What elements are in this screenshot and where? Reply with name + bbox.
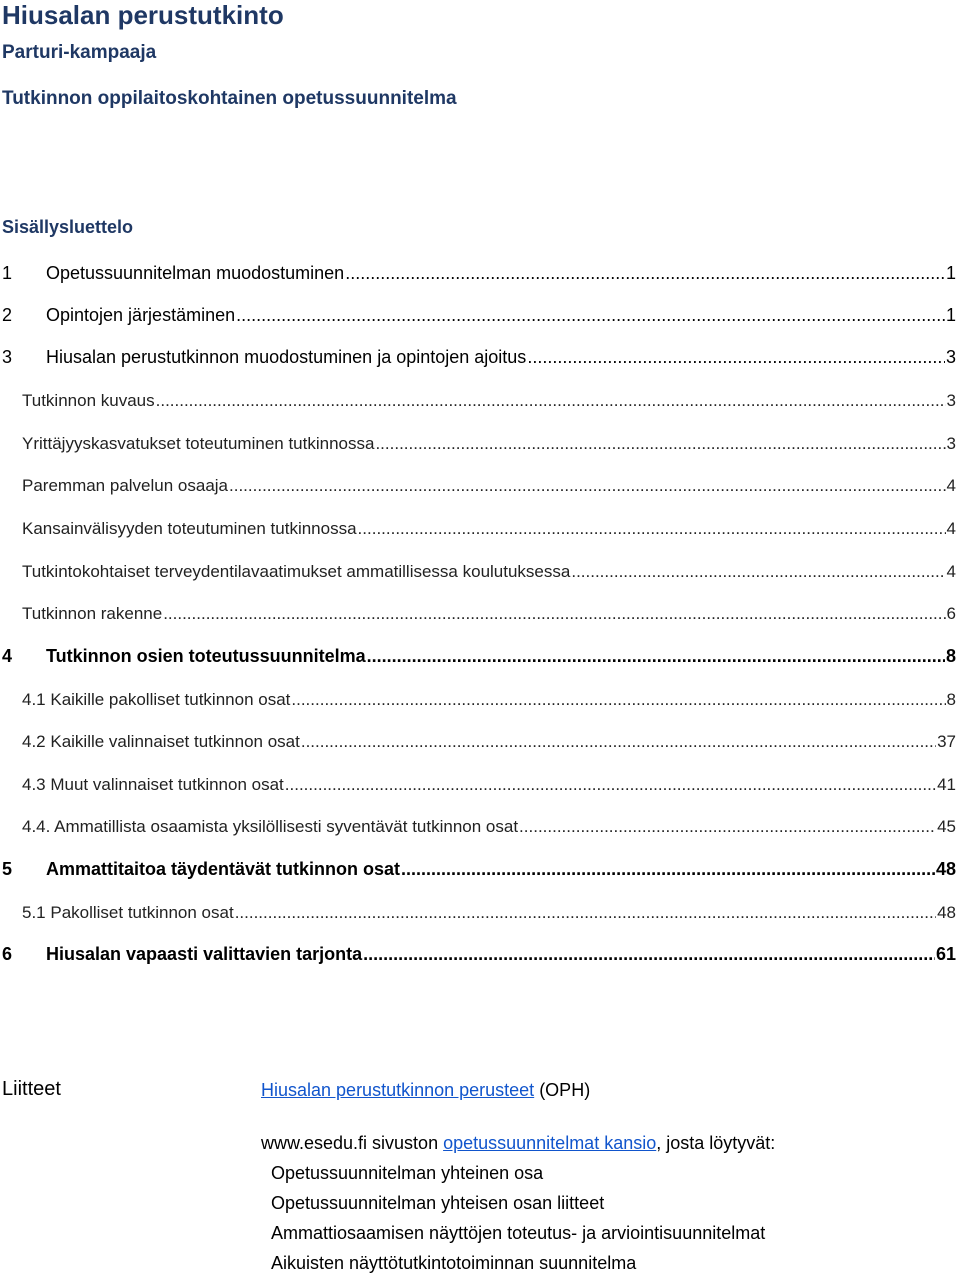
toc-entry-title: 5.1 Pakolliset tutkinnon osat [22, 903, 234, 922]
toc-entry-page: 4 [946, 562, 956, 581]
toc-entry-number: 3 [2, 347, 13, 367]
toc-entry-tutkinnon-kuvaus[interactable] [22, 385, 956, 411]
toc-entry-page: 1 [945, 305, 956, 325]
toc-entry-page: 6 [946, 604, 956, 623]
toc-entry-yrittajyyskasvatus[interactable] [22, 428, 956, 454]
toc-entry-number: 1 [2, 263, 13, 283]
toc-entry-terveydentila[interactable] [22, 556, 956, 582]
toc-entry-number: 4 [2, 646, 13, 666]
toc-entry-3[interactable] [2, 342, 956, 368]
toc-leader-dots [363, 944, 935, 965]
toc-entry-page: 4 [946, 476, 956, 495]
toc-entry-title: 4.3 Muut valinnaiset tutkinnon osat [22, 775, 284, 794]
toc-entry-title: Tutkinnon osien toteutussuunnitelma [46, 646, 366, 666]
toc-leader-dots [375, 434, 945, 454]
toc-entry-page: 4 [946, 519, 956, 538]
toc-entry-6[interactable] [2, 939, 956, 965]
toc-entry-4-3[interactable] [22, 769, 956, 795]
toc-entry-page: 45 [937, 817, 956, 836]
toc-entry-page: 3 [946, 391, 956, 410]
toc-entry-title: Kansainvälisyyden toteutuminen tutkinnossa [22, 519, 357, 538]
toc-entry-4-4[interactable] [22, 811, 956, 837]
toc-entry-number: 5 [2, 859, 13, 879]
toc-entry-title: Opetussuunnitelman muodostuminen [46, 263, 345, 283]
attachment-item: Aikuisten näyttötutkintotoiminnan suunnitelma [271, 1253, 637, 1273]
toc-entry-5[interactable] [2, 854, 956, 880]
toc-leader-dots [345, 263, 945, 284]
toc-entry-page: 3 [945, 347, 956, 367]
toc-leader-dots [163, 604, 945, 624]
toc-entry-title: Tutkinnon rakenne [22, 604, 163, 623]
toc-heading: Sisällysluettelo [2, 217, 134, 237]
attachments-perusteet-line [261, 1080, 590, 1101]
toc-entry-page: 37 [937, 732, 956, 751]
toc-entry-page: 41 [937, 775, 956, 794]
toc-entry-tutkinnon-rakenne[interactable] [22, 598, 956, 624]
toc-entry-title: Ammattitaitoa täydentävät tutkinnon osat [46, 859, 401, 879]
toc-leader-dots [519, 817, 936, 837]
toc-leader-dots [367, 646, 945, 667]
document-subtitle-occupation: Parturi-kampaaja [2, 42, 157, 63]
toc-entry-title: 4.2 Kaikille valinnaiset tutkinnon osat [22, 732, 300, 751]
toc-entry-page: 8 [946, 690, 956, 709]
toc-entry-title: Tutkinnon kuvaus [22, 391, 155, 410]
toc-leader-dots [291, 690, 945, 710]
perusteet-suffix: (OPH) [534, 1080, 591, 1100]
toc-entry-page: 1 [945, 263, 956, 283]
toc-entry-title: Paremman palvelun osaaja [22, 476, 229, 495]
toc-entry-page: 48 [935, 859, 956, 879]
document-title: Hiusalan perustutkinto [2, 0, 284, 30]
toc-entry-page: 61 [935, 944, 956, 964]
toc-entry-number: 2 [2, 305, 13, 325]
toc-entry-title: Opintojen järjestäminen [46, 305, 236, 325]
toc-leader-dots [527, 347, 945, 368]
toc-leader-dots [571, 562, 945, 582]
attachment-item: Opetussuunnitelman yhteisen osan liitteet [271, 1193, 605, 1213]
attachments-label: Liitteet [2, 1078, 61, 1100]
document-subtitle-plan: Tutkinnon oppilaitoskohtainen opetussuunnitelma [2, 88, 457, 109]
toc-entry-title: 4.4. Ammatillista osaamista yksilöllisesti syventävät tutkinnon osat [22, 817, 519, 836]
toc-leader-dots [236, 305, 945, 326]
toc-entry-title: Hiusalan vapaasti valittavien tarjonta [46, 944, 363, 964]
toc-entry-kansainvalisyys[interactable] [22, 513, 956, 539]
toc-leader-dots [229, 476, 946, 496]
toc-entry-number: 6 [2, 944, 13, 964]
perusteet-link[interactable]: Hiusalan perustutkinnon perusteet [261, 1080, 535, 1100]
toc-entry-page: 8 [945, 646, 956, 666]
attachment-item: Ammattiosaamisen näyttöjen toteutus- ja arviointisuunnitelmat [271, 1223, 766, 1243]
toc-entry-paremman-palvelun[interactable] [22, 470, 956, 496]
toc-entry-2[interactable] [2, 300, 956, 326]
toc-leader-dots [301, 732, 936, 752]
toc-leader-dots [401, 859, 935, 880]
toc-entry-4[interactable] [2, 641, 956, 667]
toc-leader-dots [235, 903, 936, 923]
attachment-item: Opetussuunnitelman yhteinen osa [271, 1163, 544, 1183]
toc-leader-dots [358, 519, 946, 539]
curriculum-folder-link[interactable]: opetussuunnitelmat kansio [443, 1133, 657, 1153]
toc-entry-4-2[interactable] [22, 726, 956, 752]
toc-leader-dots [156, 391, 946, 411]
site-suffix: , josta löytyvät: [656, 1133, 776, 1153]
toc-entry-title: Yrittäjyyskasvatukset toteutuminen tutkinnossa [22, 434, 375, 453]
toc-entry-title: Tutkintokohtaiset terveydentilavaatimukset ammatillisessa koulutuksessa [22, 562, 571, 581]
toc-entry-1[interactable] [2, 258, 956, 284]
site-prefix: www.esedu.fi sivuston [261, 1133, 444, 1153]
toc-entry-page: 3 [946, 434, 956, 453]
toc-entry-page: 48 [937, 903, 956, 922]
toc-entry-4-1[interactable] [22, 684, 956, 710]
toc-entry-title: 4.1 Kaikille pakolliset tutkinnon osat [22, 690, 291, 709]
attachments-site-line [261, 1133, 775, 1154]
toc-entry-5-1[interactable] [22, 897, 956, 923]
toc-entry-title: Hiusalan perustutkinnon muodostuminen ja opintojen ajoitus [46, 347, 527, 367]
toc-leader-dots [285, 775, 936, 795]
